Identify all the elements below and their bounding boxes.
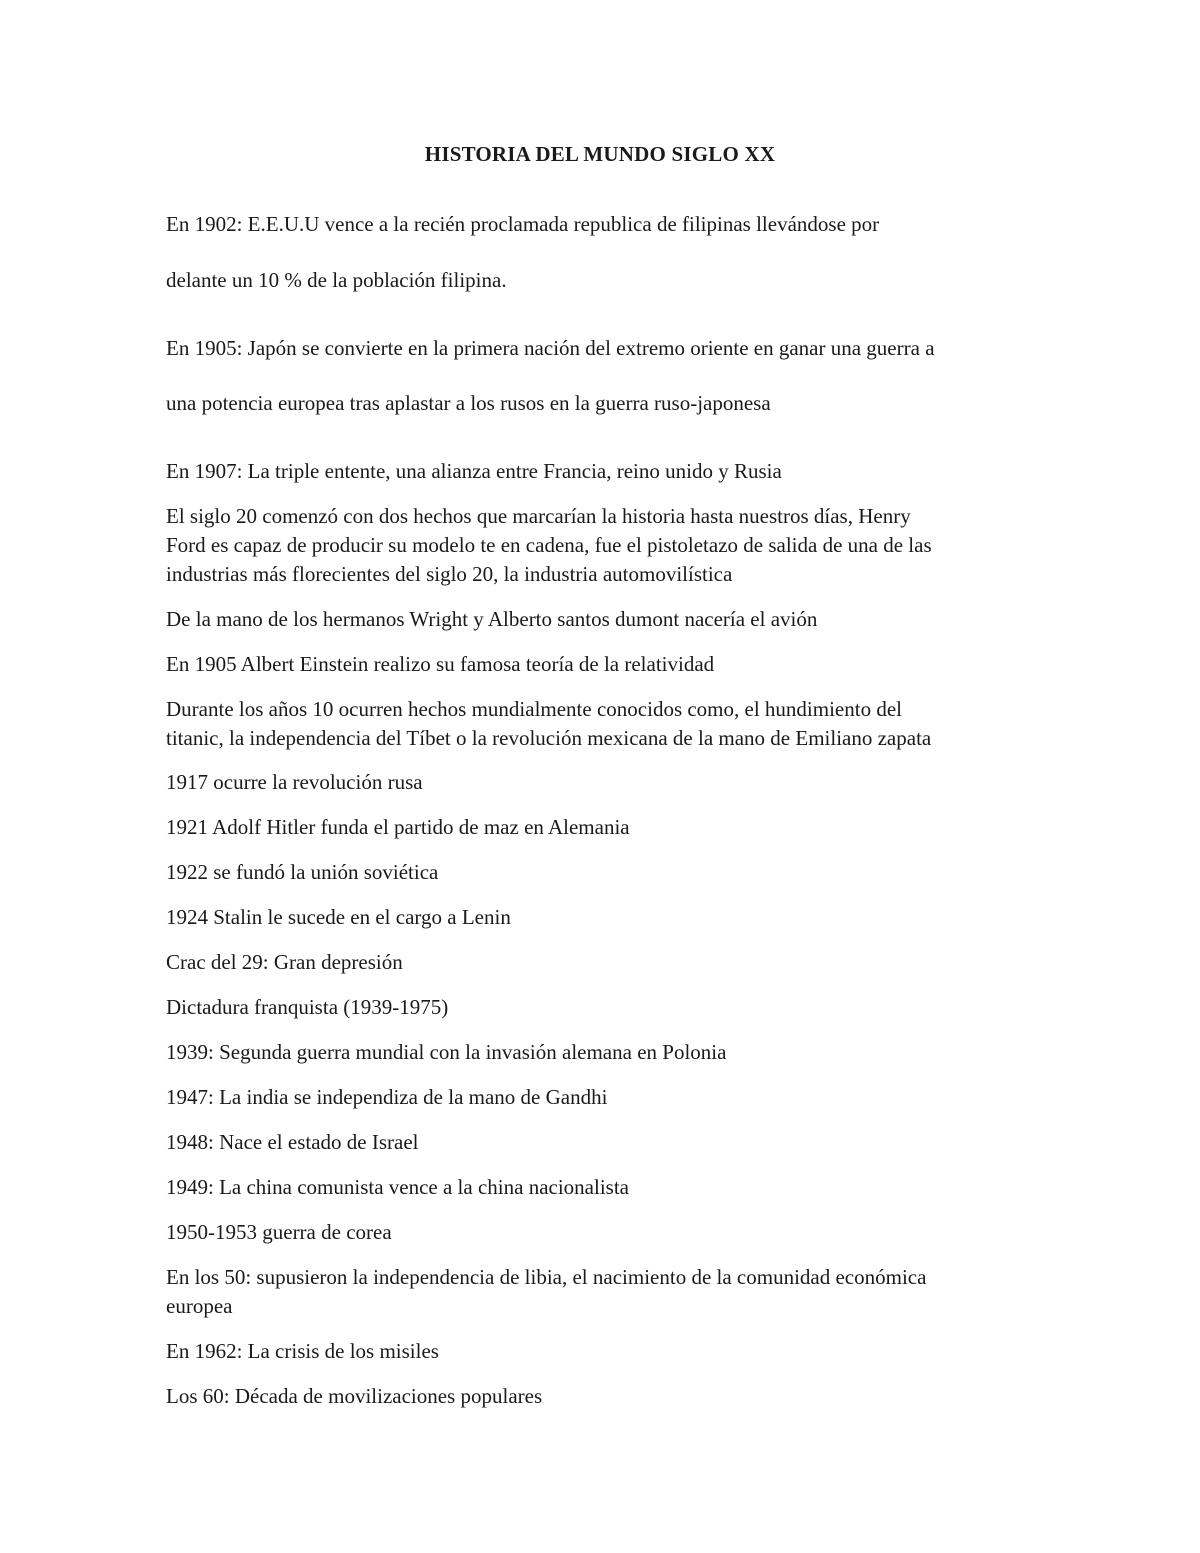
- paragraph: [166, 605, 1046, 634]
- paragraph: [166, 1263, 1046, 1321]
- paragraph: [166, 266, 1046, 295]
- text-line: titanic, la independencia del Tíbet o la revolución mexicana de la mano de Emiliano zapata: [166, 726, 932, 750]
- text-line: En 1962: La crisis de los misiles: [166, 1339, 439, 1363]
- text-line: industrias más florecientes del siglo 20, la industria automovilística: [166, 562, 733, 586]
- text-line: Ford es capaz de producir su modelo te en cadena, fue el pistoletazo de salida de una de las: [166, 533, 932, 557]
- text-line: 1947: La india se independiza de la mano de Gandhi: [166, 1085, 608, 1109]
- paragraph: [166, 1038, 1046, 1067]
- text-line: En los 50: supusieron la independencia de libia, el nacimiento de la comunidad económica: [166, 1265, 927, 1289]
- paragraph: [166, 813, 1046, 842]
- paragraph: [166, 334, 1046, 363]
- paragraph: [166, 1083, 1046, 1112]
- document-title: HISTORIA DEL MUNDO SIGLO XX: [424, 142, 776, 166]
- paragraph: [166, 210, 1046, 239]
- text-line: Dictadura franquista (1939-1975): [166, 995, 449, 1019]
- text-line: En 1905: Japón se convierte en la primera nación del extremo oriente en ganar una guerra a: [166, 336, 935, 360]
- text-line: De la mano de los hermanos Wright y Alberto santos dumont nacería el avión: [166, 607, 818, 631]
- text-line: En 1907: La triple entente, una alianza entre Francia, reino unido y Rusia: [166, 459, 782, 483]
- paragraph: [166, 858, 1046, 887]
- paragraph: [166, 502, 1046, 589]
- paragraph: [166, 768, 1046, 797]
- paragraph: [166, 457, 1046, 486]
- paragraph: [166, 948, 1046, 977]
- paragraph: [166, 1128, 1046, 1157]
- text-line: En 1905 Albert Einstein realizo su famosa teoría de la relatividad: [166, 652, 715, 676]
- text-line: 1950-1953 guerra de corea: [166, 1220, 392, 1244]
- paragraph: [166, 993, 1046, 1022]
- text-line: 1949: La china comunista vence a la china nacionalista: [166, 1175, 629, 1199]
- text-line: Los 60: Década de movilizaciones populares: [166, 1384, 543, 1408]
- text-line: europea: [166, 1294, 233, 1318]
- text-line: 1924 Stalin le sucede en el cargo a Lenin: [166, 905, 511, 929]
- text-line: El siglo 20 comenzó con dos hechos que marcarían la historia hasta nuestros días, Henry: [166, 504, 911, 528]
- text-line: 1917 ocurre la revolución rusa: [166, 770, 423, 794]
- text-line: 1939: Segunda guerra mundial con la invasión alemana en Polonia: [166, 1040, 727, 1064]
- text-line: una potencia europea tras aplastar a los rusos en la guerra ruso-japonesa: [166, 391, 771, 415]
- text-line: 1922 se fundó la unión soviética: [166, 860, 439, 884]
- text-line: En 1902: E.E.U.U vence a la recién proclamada republica de filipinas llevándose por: [166, 212, 880, 236]
- paragraph: [166, 903, 1046, 932]
- paragraph: [166, 1382, 1046, 1411]
- text-line: 1921 Adolf Hitler funda el partido de maz en Alemania: [166, 815, 630, 839]
- paragraph: [166, 389, 1046, 418]
- text-line: 1948: Nace el estado de Israel: [166, 1130, 419, 1154]
- paragraph: [166, 1337, 1046, 1366]
- paragraph: [166, 650, 1046, 679]
- paragraph: [166, 1173, 1046, 1202]
- text-line: delante un 10 % de la población filipina.: [166, 268, 507, 292]
- paragraph: [166, 1218, 1046, 1247]
- text-line: Durante los años 10 ocurren hechos mundialmente conocidos como, el hundimiento del: [166, 697, 902, 721]
- text-line: Crac del 29: Gran depresión: [166, 950, 403, 974]
- paragraph: [166, 695, 1046, 753]
